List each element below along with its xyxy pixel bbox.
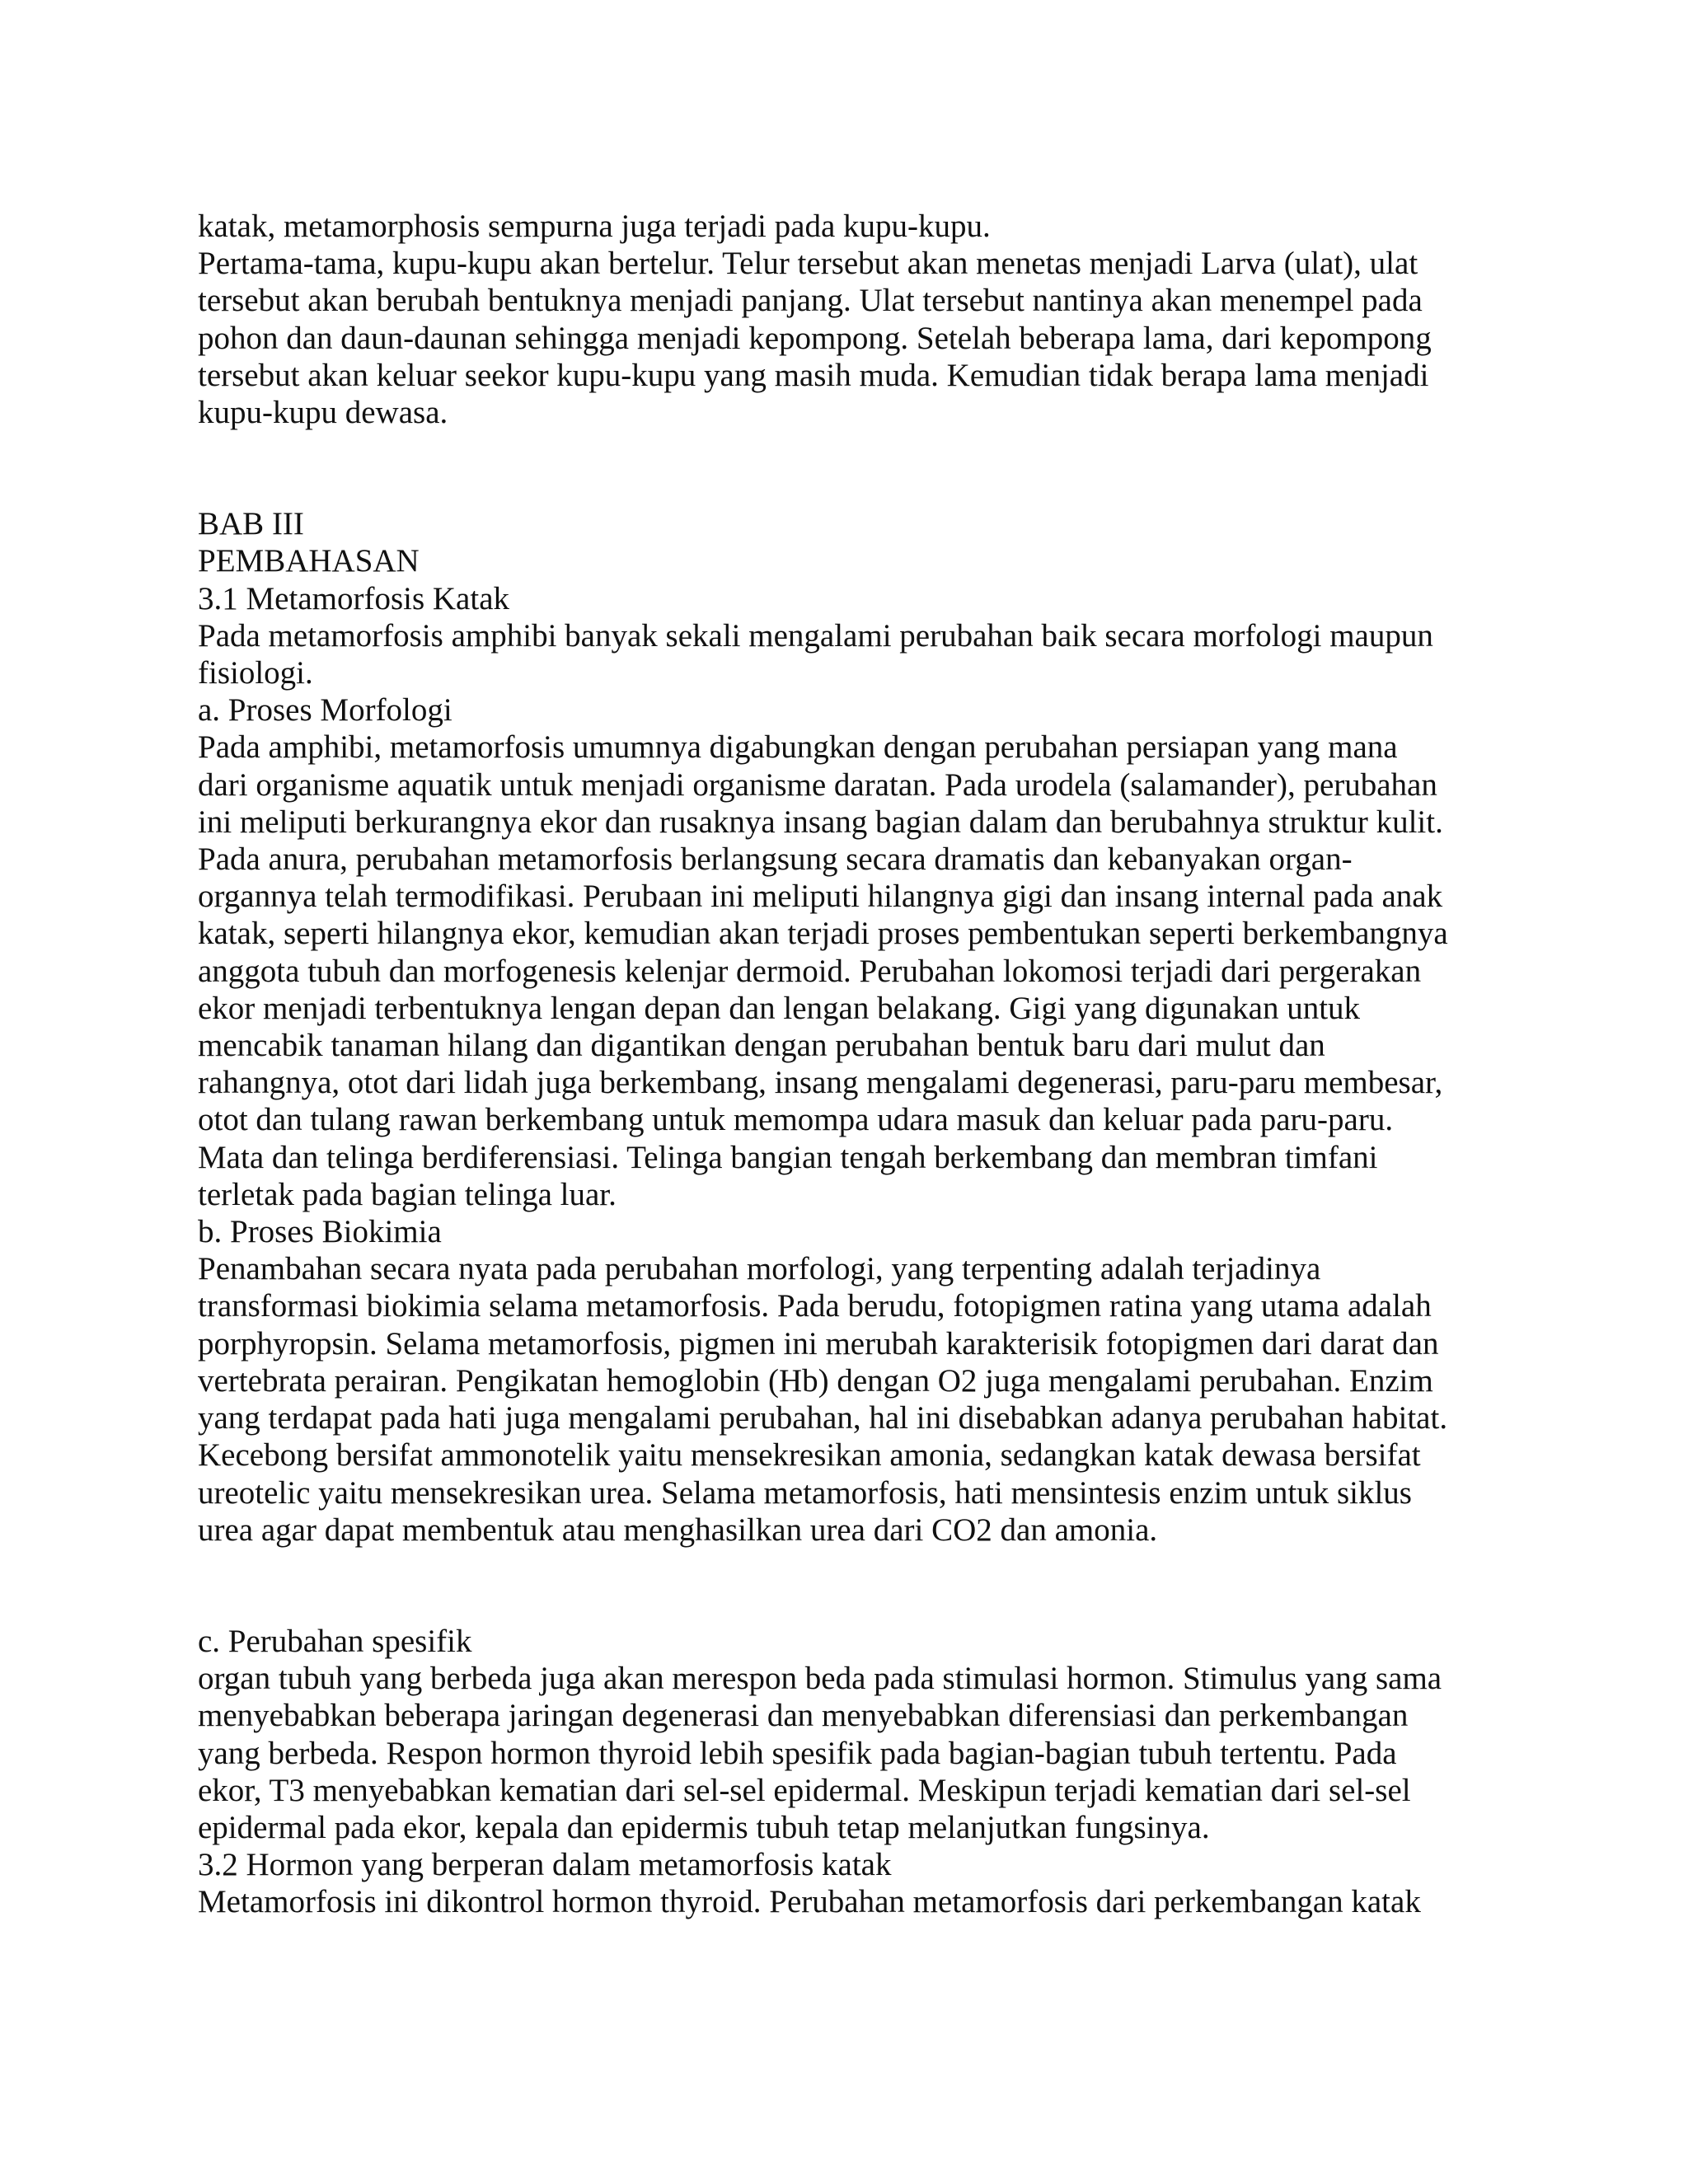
text-line: Metamorfosis ini dikontrol hormon thyroid. Perubahan metamorfosis dari perkembangan katak bbox=[198, 1884, 1421, 1920]
paragraph-gap bbox=[198, 1549, 1500, 1623]
text-line: transformasi biokimia selama metamorfosis. Pada berudu, fotopigmen ratina yang utama adalah bbox=[198, 1288, 1432, 1324]
subsection-b-paragraph bbox=[198, 1250, 1500, 1549]
text-line: katak, seperti hilangnya ekor, kemudian akan terjadi proses pembentukan seperti berkembangnya bbox=[198, 916, 1448, 952]
text-line: kupu-kupu dewasa. bbox=[198, 395, 448, 431]
subsection-heading-b: b. Proses Biokimia bbox=[198, 1214, 442, 1250]
text-line: Pada anura, perubahan metamorfosis berlangsung secara dramatis dan kebanyakan organ- bbox=[198, 841, 1353, 878]
chapter-title: PEMBAHASAN bbox=[198, 543, 420, 579]
section-heading-3-2: 3.2 Hormon yang berperan dalam metamorfosis katak bbox=[198, 1847, 892, 1883]
subsection-c-paragraph bbox=[198, 1660, 1500, 1846]
text-line: tersebut akan keluar seekor kupu-kupu yang masih muda. Kemudian tidak berapa lama menjadi bbox=[198, 357, 1429, 393]
text-line: katak, metamorphosis sempurna juga terjadi pada kupu-kupu. bbox=[198, 209, 991, 244]
text-line: dari organisme aquatik untuk menjadi organisme daratan. Pada urodela (salamander), perubahan bbox=[198, 766, 1437, 803]
text-line: tersebut akan berubah bentuknya menjadi panjang. Ulat tersebut nantinya akan menempel pada bbox=[198, 283, 1423, 319]
text-line: Pertama-tama, kupu-kupu akan bertelur. Telur tersebut akan menetas menjadi Larva (ulat), ulat bbox=[198, 246, 1418, 282]
text-line: yang berbeda. Respon hormon thyroid lebih spesifik pada bagian-bagian tubuh tertentu. Pada bbox=[198, 1735, 1397, 1771]
text-line: epidermal pada ekor, kepala dan epidermis tubuh tetap melanjutkan fungsinya. bbox=[198, 1809, 1210, 1845]
text-line: ekor menjadi terbentuknya lengan depan dan lengan belakang. Gigi yang digunakan untuk bbox=[198, 990, 1361, 1026]
section-3-1-intro bbox=[198, 617, 1500, 691]
text-line: menyebabkan beberapa jaringan degenerasi dan menyebabkan diferensiasi dan perkembangan bbox=[198, 1698, 1409, 1734]
text-line: yang terdapat pada hati juga mengalami perubahan, hal ini disebabkan adanya perubahan habitat. bbox=[198, 1400, 1448, 1436]
text-line: ini meliputi berkurangnya ekor dan rusaknya insang bagian dalam dan berubahnya struktur kulit. bbox=[198, 804, 1443, 840]
section-3-2-paragraph bbox=[198, 1883, 1500, 1920]
text-line: Kecebong bersifat ammonotelik yaitu mensekresikan amonia, sedangkan katak dewasa bersifat bbox=[198, 1437, 1421, 1474]
section-heading-3-1: 3.1 Metamorfosis Katak bbox=[198, 580, 510, 616]
text-line: ureotelic yaitu mensekresikan urea. Selama metamorfosis, hati mensintesis enzim untuk siklus bbox=[198, 1474, 1412, 1511]
text-line: terletak pada bagian telinga luar. bbox=[198, 1176, 617, 1212]
text-line: ekor, T3 menyebabkan kematian dari sel-sel epidermal. Meskipun terjadi kematian dari sel-sel bbox=[198, 1772, 1411, 1808]
text-line: pohon dan daun-daunan sehingga menjadi kepompong. Setelah beberapa lama, dari kepompong bbox=[198, 320, 1432, 356]
intro-paragraph bbox=[198, 208, 1500, 431]
text-line: otot dan tulang rawan berkembang untuk memompa udara masuk dan keluar pada paru-paru. bbox=[198, 1102, 1394, 1138]
text-line: urea agar dapat membentuk atau menghasilkan urea dari CO2 dan amonia. bbox=[198, 1511, 1158, 1548]
text-line: organ tubuh yang berbeda juga akan merespon beda pada stimulasi hormon. Stimulus yang sama bbox=[198, 1661, 1442, 1697]
text-line: Mata dan telinga berdiferensiasi. Telinga bangian tengah berkembang dan membran timfani bbox=[198, 1139, 1378, 1175]
text-line: fisiologi. bbox=[198, 655, 313, 691]
text-line: anggota tubuh dan morfogenesis kelenjar dermoid. Perubahan lokomosi terjadi dari pergerakan bbox=[198, 953, 1422, 989]
text-line: porphyropsin. Selama metamorfosis, pigmen ini merubah karakterisik fotopigmen dari darat dan bbox=[198, 1325, 1439, 1361]
text-line: organnya telah termodifikasi. Perubaan ini meliputi hilangnya gigi dan insang internal pada anak bbox=[198, 879, 1443, 915]
paragraph-gap bbox=[198, 431, 1500, 505]
subsection-heading-a: a. Proses Morfologi bbox=[198, 692, 452, 729]
text-line: vertebrata perairan. Pengikatan hemoglobin (Hb) dengan O2 juga mengalami perubahan. Enzim bbox=[198, 1362, 1433, 1399]
text-line: Pada amphibi, metamorfosis umumnya digabungkan dengan perubahan persiapan yang mana bbox=[198, 729, 1398, 766]
text-line: Penambahan secara nyata pada perubahan morfologi, yang terpenting adalah terjadinya bbox=[198, 1251, 1321, 1287]
text-line: mencabik tanaman hilang dan digantikan dengan perubahan bentuk baru dari mulut dan bbox=[198, 1028, 1325, 1064]
chapter-number: BAB III bbox=[198, 506, 304, 542]
subsection-a-paragraph bbox=[198, 729, 1500, 1213]
text-line: Pada metamorfosis amphibi banyak sekali mengalami perubahan baik secara morfologi maupun bbox=[198, 617, 1433, 654]
text-line: rahangnya, otot dari lidah juga berkembang, insang mengalami degenerasi, paru-paru membesar, bbox=[198, 1065, 1443, 1101]
subsection-heading-c: c. Perubahan spesifik bbox=[198, 1623, 472, 1659]
document-page bbox=[198, 208, 1500, 1921]
